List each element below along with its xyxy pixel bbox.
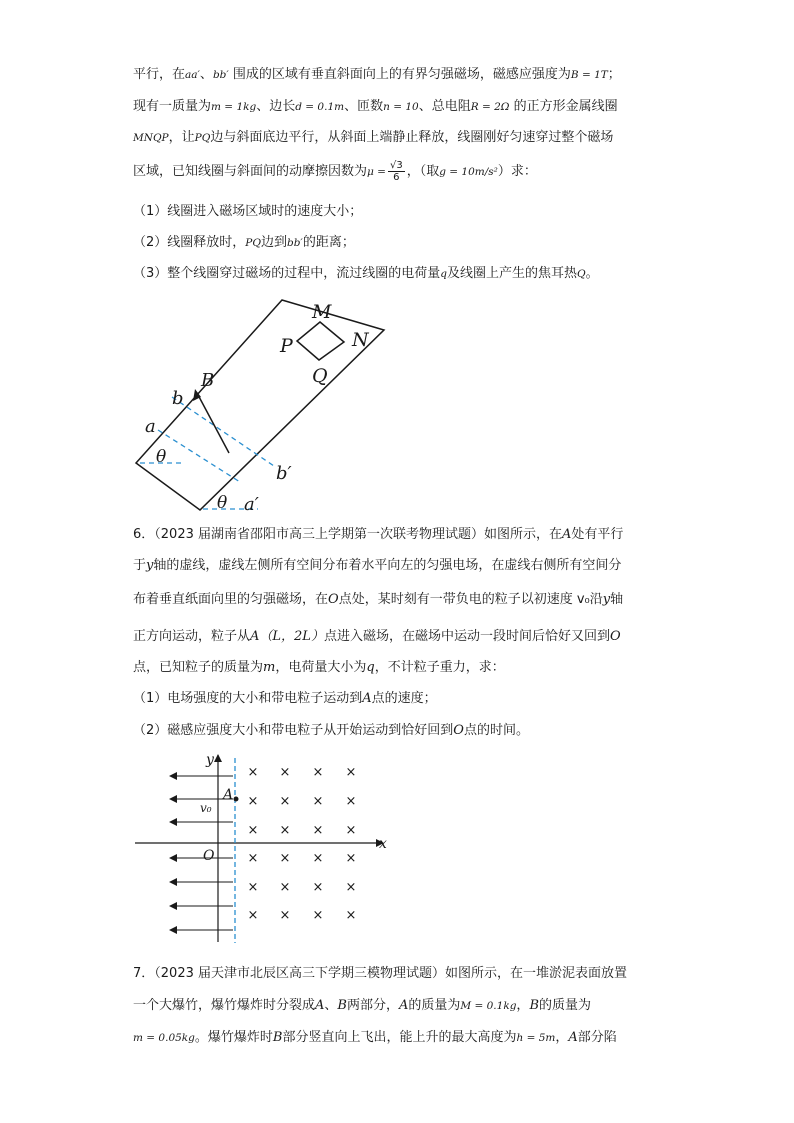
formula-d: d = 0.1m xyxy=(295,101,345,113)
p6-line-5 xyxy=(133,659,505,677)
formula-R: R = 2Ω xyxy=(470,101,510,113)
boundary-bb xyxy=(172,397,274,466)
text: 点处，某时刻有一带负电的粒子以初速度 v₀沿 xyxy=(338,592,603,607)
symbol-A: A xyxy=(568,1030,578,1045)
symbol-A: A xyxy=(315,998,325,1013)
field-cross-mark: × xyxy=(345,880,357,895)
text: 点，已知粒子的质量为 xyxy=(133,660,264,675)
label-y: y xyxy=(206,752,214,768)
text: 部分竖直向上飞出，能上升的最大高度为 xyxy=(282,1030,517,1045)
text: 及线圈上产生的焦耳热 xyxy=(447,266,578,281)
formula-m: m = 1kg xyxy=(211,101,257,113)
field-cross-mark: × xyxy=(247,851,259,866)
text: （3）整个线圈穿过磁场的过程中，流过线圈的电荷量 xyxy=(133,266,441,281)
field-cross-mark: × xyxy=(279,794,291,809)
text: ，电荷量大小为 xyxy=(275,660,367,675)
field-B-arrow xyxy=(197,393,229,453)
field-cross-mark: × xyxy=(279,908,291,923)
field-cross-mark: × xyxy=(247,880,259,895)
text: 7．（2023 届天津市北辰区高三下学期三模物理试题）如图所示，在一堆淤泥表面放置 xyxy=(133,966,627,981)
field-cross-mark: × xyxy=(247,765,259,780)
text: 部分陷 xyxy=(577,1030,617,1045)
boundary-aa xyxy=(158,430,240,482)
label-v0: v₀ xyxy=(200,801,212,815)
text: 6．（2023 届湖南省邵阳市高三上学期第一次联考物理试题）如图所示，在 xyxy=(133,527,562,542)
text: 、匝数 xyxy=(344,99,384,114)
symbol-q: q xyxy=(366,660,375,675)
p5-line-4 xyxy=(133,160,537,183)
symbol-m: m xyxy=(263,660,276,675)
text: 于 xyxy=(133,558,147,573)
text: （2）磁感应强度大小和带电粒子从开始运动到恰好回到 xyxy=(133,723,454,738)
symbol-coil: MNQP xyxy=(133,132,169,144)
text: ， xyxy=(516,998,530,1013)
field-cross-mark: × xyxy=(279,765,291,780)
field-cross-mark: × xyxy=(312,908,324,923)
text: ，（取 xyxy=(406,164,440,179)
p6-question-2 xyxy=(133,722,529,740)
symbol-bb: bb′ xyxy=(212,69,229,81)
label-a-prime: a′ xyxy=(244,494,259,515)
symbol-Q: Q xyxy=(577,268,586,280)
formula-M: M = 0.1kg xyxy=(460,1000,517,1012)
text: 正方向运动，粒子从 xyxy=(133,629,251,644)
field-cross-mark: × xyxy=(345,765,357,780)
symbol-B: B xyxy=(529,998,539,1013)
label-A: A xyxy=(223,787,234,803)
coil-square xyxy=(297,322,344,360)
text: 两部分， xyxy=(346,998,399,1013)
field-cross-mark: × xyxy=(247,908,259,923)
symbol-B: B xyxy=(337,998,347,1013)
text: 的质量为 xyxy=(408,998,461,1013)
text: 、总电阻 xyxy=(418,99,471,114)
formula-g: g = 10m/s² xyxy=(439,166,498,178)
p5-line-1 xyxy=(133,66,621,84)
p5-question-2 xyxy=(133,234,355,252)
p6-question-1 xyxy=(133,690,437,708)
field-cross-mark: × xyxy=(312,823,324,838)
p5-question-3 xyxy=(133,265,599,283)
text: 的正方形金属线圈 xyxy=(509,99,618,114)
text: 、 xyxy=(199,67,213,82)
text: 轴 xyxy=(610,592,624,607)
text: ，不计粒子重力，求： xyxy=(374,660,505,675)
point-A: A（L，2L） xyxy=(250,629,324,644)
text: 。 xyxy=(585,266,599,281)
text: 点的速度； xyxy=(371,691,437,706)
text: ，让 xyxy=(168,130,195,145)
label-a: a xyxy=(145,416,156,437)
p7-line-2 xyxy=(133,997,591,1015)
label-b: b xyxy=(172,388,184,409)
text: 平行，在 xyxy=(133,67,186,82)
p7-line-1 xyxy=(133,965,627,983)
symbol-B: B xyxy=(272,1030,283,1045)
text: 、边长 xyxy=(256,99,296,114)
text: 的质量为 xyxy=(539,998,592,1013)
label-N: N xyxy=(352,329,369,351)
formula-mu: μ = xyxy=(367,166,386,178)
symbol-bb: bb′ xyxy=(286,237,303,249)
symbol-O: O xyxy=(328,592,339,607)
magnetic-field-crosses xyxy=(248,765,357,923)
text: 的距离； xyxy=(302,235,355,250)
field-cross-mark: × xyxy=(247,823,259,838)
p6-line-4 xyxy=(133,628,621,646)
text: 布着垂直纸面向里的匀强磁场，在 xyxy=(133,592,329,607)
formula-B: B = 1T xyxy=(570,69,608,81)
p5-question-1 xyxy=(133,203,362,221)
text: 轴的虚线，虚线左侧所有空间分布着水平向左的匀强电场，在虚线右侧所有空间分 xyxy=(153,558,622,573)
label-theta-1: θ xyxy=(156,447,167,467)
label-M: M xyxy=(312,301,332,323)
symbol-A: A xyxy=(399,998,409,1013)
fraction-numerator: √3 xyxy=(389,160,403,171)
symbol-A: A xyxy=(362,691,372,706)
text: 围成的区域有垂直斜面向上的有界匀强磁场，磁感应强度为 xyxy=(228,67,571,82)
formula-n: n = 10 xyxy=(383,101,419,113)
formula-h: h = 5m xyxy=(516,1032,556,1044)
symbol-pq: PQ xyxy=(194,132,211,144)
field-cross-mark: × xyxy=(312,794,324,809)
text: ； xyxy=(607,67,621,82)
field-cross-mark: × xyxy=(312,851,324,866)
fraction-denominator: 6 xyxy=(393,172,400,183)
p7-line-3 xyxy=(133,1029,617,1047)
text: 区域，已知线圈与斜面间的动摩擦因数为 xyxy=(133,164,368,179)
p5-line-2 xyxy=(133,98,618,116)
text: （2）线圈释放时， xyxy=(133,235,246,250)
formula-m: m = 0.05kg xyxy=(133,1032,195,1044)
p6-line-3 xyxy=(133,591,623,609)
text: （1）线圈进入磁场区域时的速度大小； xyxy=(133,204,363,219)
symbol-q: q xyxy=(440,268,448,280)
text: 边到 xyxy=(260,235,287,250)
point-A-dot xyxy=(234,797,239,802)
field-cross-mark: × xyxy=(247,794,259,809)
p5-line-3 xyxy=(133,129,613,147)
label-P: P xyxy=(280,335,293,357)
field-cross-mark: × xyxy=(345,794,357,809)
p6-line-2 xyxy=(133,557,621,575)
text: 点的时间。 xyxy=(463,723,529,738)
field-cross-mark: × xyxy=(312,765,324,780)
text: ， xyxy=(555,1030,569,1045)
field-cross-mark: × xyxy=(279,880,291,895)
text: 边与斜面底边平行，从斜面上端静止释放，线圈刚好匀速穿过整个磁场 xyxy=(210,130,614,145)
text: 一个大爆竹，爆竹爆炸时分裂成 xyxy=(133,998,316,1013)
field-cross-mark: × xyxy=(312,880,324,895)
field-cross-mark: × xyxy=(279,851,291,866)
text: （1）电场强度的大小和带电粒子运动到 xyxy=(133,691,363,706)
symbol-pq: PQ xyxy=(245,237,261,249)
symbol-y: y xyxy=(602,592,611,607)
symbol-O: O xyxy=(453,723,464,738)
field-cross-mark: × xyxy=(345,851,357,866)
symbol-aa: aa′ xyxy=(185,69,200,81)
text: 现有一质量为 xyxy=(133,99,212,114)
text: 。爆竹爆炸时 xyxy=(194,1030,273,1045)
symbol-A: A xyxy=(562,527,572,542)
p6-line-1 xyxy=(133,526,623,544)
label-O: O xyxy=(203,848,215,864)
field-figure xyxy=(125,750,395,950)
symbol-y: y xyxy=(146,558,154,573)
text: 点进入磁场，在磁场中运动一段时间后恰好又回到 xyxy=(323,629,610,644)
text: 、 xyxy=(324,998,338,1013)
symbol-O: O xyxy=(609,629,621,644)
field-cross-mark: × xyxy=(345,908,357,923)
field-cross-mark: × xyxy=(279,823,291,838)
label-B: B xyxy=(201,370,215,391)
label-theta-2: θ xyxy=(217,493,228,513)
label-Q: Q xyxy=(312,365,328,387)
text: 处有平行 xyxy=(571,527,624,542)
label-x: x xyxy=(379,836,387,852)
label-b-prime: b′ xyxy=(276,463,292,484)
field-cross-mark: × xyxy=(345,823,357,838)
text: ）求： xyxy=(497,164,537,179)
incline-figure xyxy=(120,290,410,520)
fraction-mu xyxy=(388,160,405,183)
